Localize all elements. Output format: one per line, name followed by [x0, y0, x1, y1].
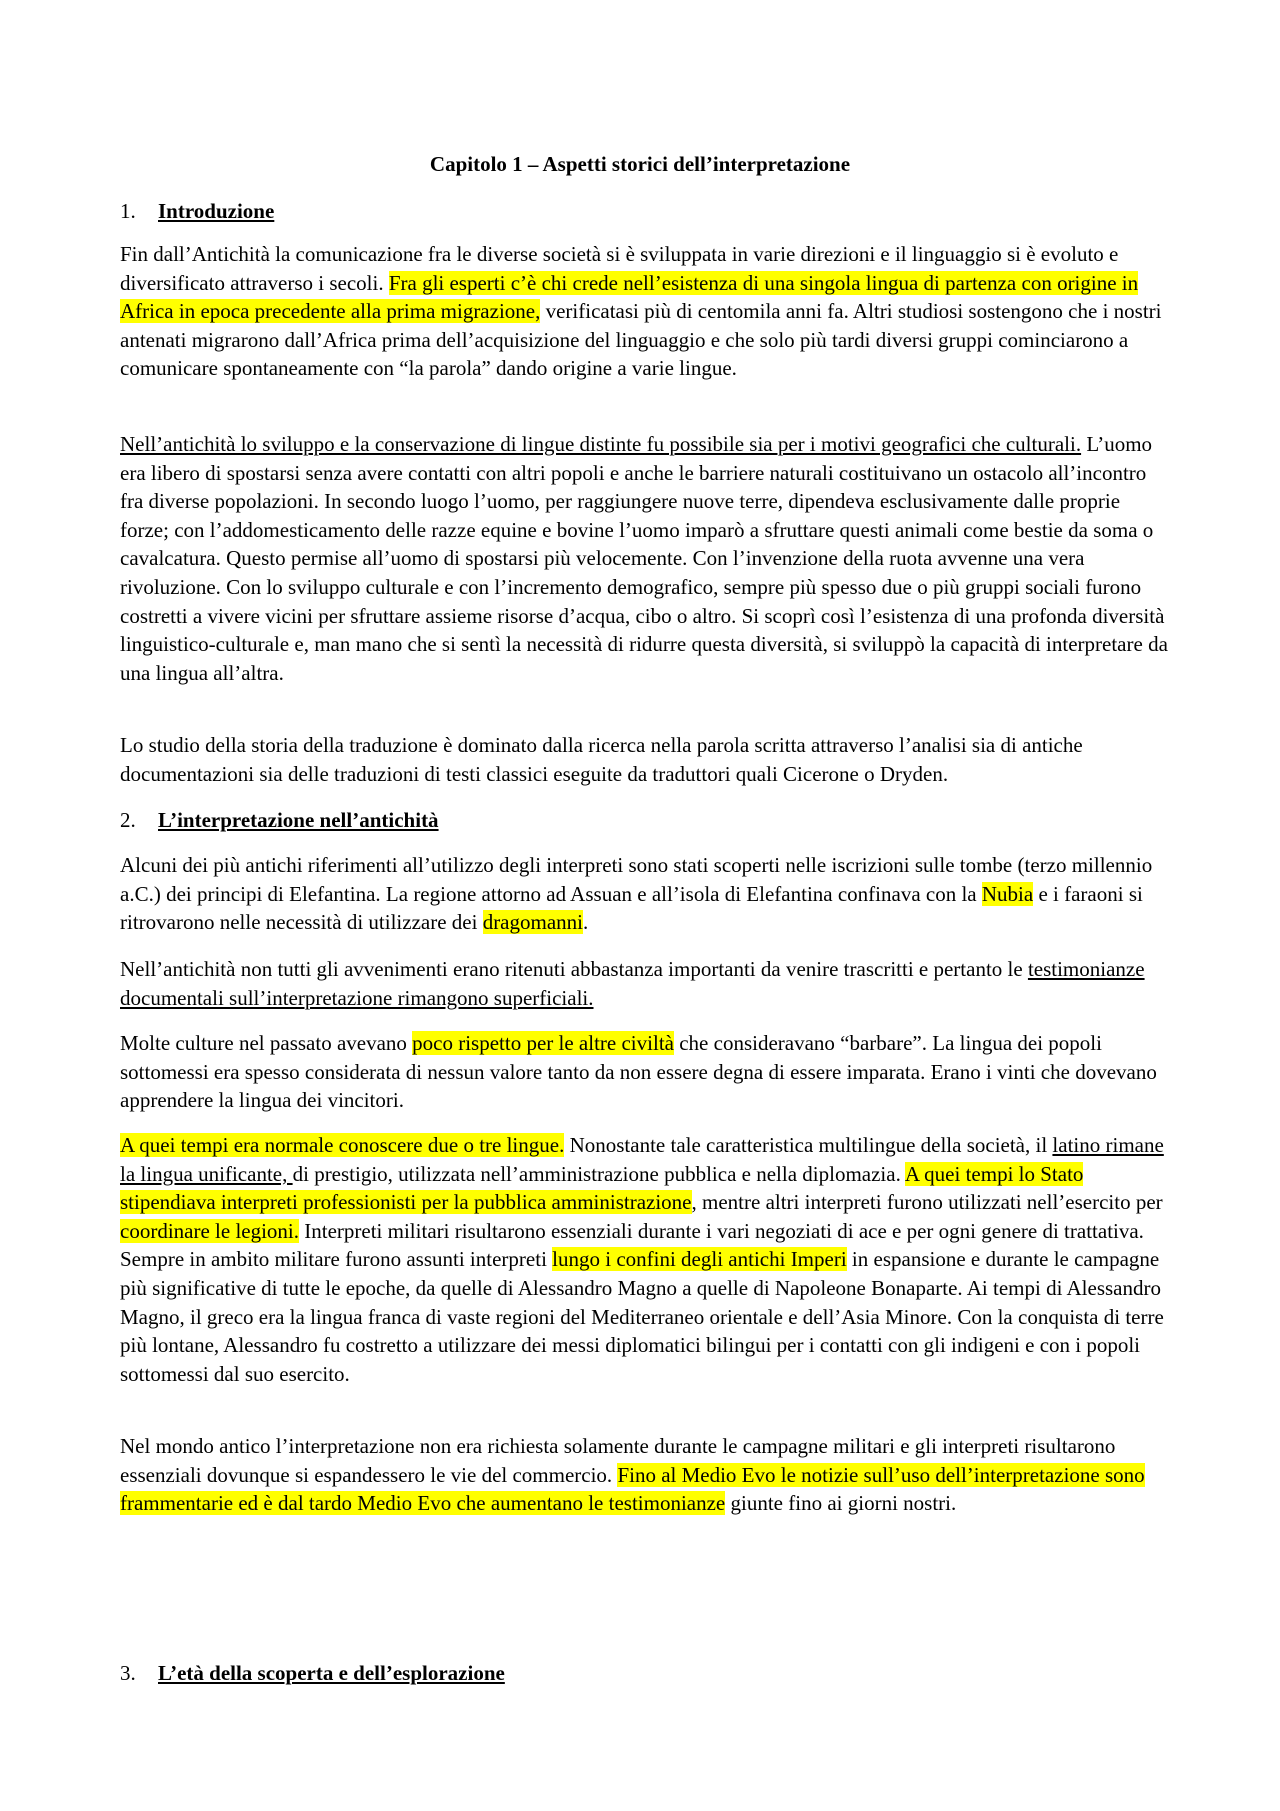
paragraph-intro — [120, 240, 1170, 383]
section-number: 2. — [120, 808, 136, 832]
text-run: Nonostante tale caratteristica multilingue della società, il — [564, 1133, 1053, 1157]
highlighted-text: dragomanni — [482, 910, 583, 935]
text-run: Interpreti militari risultarono essenziali durante i vari negoziati di ace e per ogni genere di trattativa. Sempre in ambito militare furono assunti interpreti — [120, 1218, 1144, 1272]
text-run: in espansione e durante le campagne più significative di tutte le epoche, da quelle di Alessandro Magno a quelle di Napoleone Bonaparte. Ai tempi di Alessandro Magno, il greco era la lingua franca di vaste regioni del Mediterraneo orientale e dell’Asia Minore. Con la conquista di terre più lontane, Alessandro fu costretto a utilizzare dei messi diplomatici bilingui per i contatti con gli indigeni e con i popoli sottomessi dal suo esercito. — [120, 1247, 1164, 1386]
text-run: . — [583, 910, 589, 935]
text-run: Molte culture nel passato avevano — [120, 1031, 413, 1055]
section-number: 1. — [120, 199, 136, 223]
text-run: di prestigio, utilizzata nell’amministrazione pubblica e nella diplomazia. — [292, 1161, 905, 1186]
paragraph-multilingue — [120, 1131, 1170, 1388]
highlighted-text: Fino al Medio Evo le notizie sull’uso dell’interpretazione sono frammentarie ed è dal tardo Medio Evo che aumentano le testimonianze — [120, 1462, 1145, 1516]
highlighted-text: A quei tempi lo Stato stipendiava interpreti professionisti per la pubblica amministrazione — [120, 1161, 1084, 1215]
paragraph-commercio — [120, 1432, 1170, 1518]
text-run: Fin dall’Antichità la comunicazione fra le diverse società si è sviluppata in varie direzioni e il linguaggio si è evoluto e diversificato attraverso i secoli. — [120, 242, 1119, 295]
text-run: Lo studio della storia della traduzione è dominato dalla ricerca nella parola scritta attraverso l’analisi sia di antiche documentazioni sia delle traduzioni di testi classici eseguite da traduttori quali Cicerone o Dryden. — [120, 733, 1083, 786]
text-run: verificatasi più di centomila anni fa. Altri studiosi sostengono che i nostri antenati migrarono dall’Africa prima dell’acquisizione del linguaggio e che solo più tardi diversi gruppi cominciarono a comunicare spontaneamente con “la parola” dando origine a varie lingue. — [120, 299, 1162, 381]
text-run: L’uomo era libero di spostarsi senza avere contatti con altri popoli e anche le barriere naturali costituivano un ostacolo all’incontro fra diverse popolazioni. In secondo luogo l’uomo, per raggiungere nuove terre, dipendeva esclusivamente dalle proprie forze; con l’addomesticamento delle razze equine e bovine l’uomo imparò a sfruttare questi animali come bestie da soma o cavalcatura. Questo permise all’uomo di spostarsi più velocemente. Con l’invenzione della ruota avvenne una vera rivoluzione. Con lo sviluppo culturale e con l’incremento demografico, sempre più spesso due o più gruppi sociali furono costretti a vivere vicini per sfruttare assieme risorse d’acqua, cibo o altro. Si scoprì così l’esistenza di una profonda diversità linguistico-culturale e, man mano che si sentì la necessità di ridurre questa diversità, si sviluppò la capacità di interpretare da una lingua all’altra. — [120, 432, 1168, 685]
text-run: Alcuni dei più antichi riferimenti all’utilizzo degli interpreti sono stati scoperti nelle iscrizioni sulle tombe (terzo millennio a.C.) dei principi di Elefantina. La regione attorno ad Assuan e all’isola di Elefantina confinava con la — [120, 853, 1153, 906]
paragraph-culture — [120, 1029, 1170, 1115]
section-heading-antichita — [120, 806, 439, 834]
highlighted-text: lungo i confini degli antichi Imperi — [552, 1247, 847, 1272]
text-run: Nell’antichità non tutti gli avvenimenti erano ritenuti abbastanza importanti da venire trascritti e pertanto le — [120, 957, 1028, 981]
text-run: giunte fino ai giorni nostri. — [725, 1491, 957, 1516]
paragraph-elefantina — [120, 851, 1170, 937]
text-run: Nel mondo antico l’interpretazione non era richiesta solamente durante le campagne militari e gli interpreti risultarono essenziali dovunque si espandessero le vie del commercio. — [120, 1434, 1116, 1487]
section-title: Introduzione — [158, 199, 275, 223]
section-heading-introduzione — [120, 197, 274, 225]
paragraph-testimonianze — [120, 955, 1170, 1012]
section-heading-scoperta — [120, 1659, 505, 1687]
text-run: , mentre altri interpreti furono utilizzati nell’esercito per — [691, 1190, 1163, 1215]
text-run: e i faraoni si ritrovarono nelle necessità di utilizzare dei — [120, 881, 1143, 935]
text-run: che consideravano “barbare”. La lingua dei popoli sottomessi era spesso considerata di nessun valore tanto da non essere degna di essere imparata. Erano i vinti che dovevano apprendere la lingua dei vincitori. — [120, 1031, 1157, 1113]
paragraph-storia-traduzione — [120, 731, 1170, 788]
highlighted-text: Nubia — [981, 881, 1034, 906]
underlined-text: latino rimane la lingua unificante, — [120, 1133, 1164, 1186]
section-number: 3. — [120, 1661, 136, 1685]
chapter-title: Capitolo 1 – Aspetti storici dell’interpretazione — [429, 152, 851, 176]
section-title: L’età della scoperta e dell’esplorazione — [158, 1661, 505, 1685]
underlined-text: Nell’antichità lo sviluppo e la conservazione di lingue distinte fu possibile sia per i motivi geografici che culturali. — [120, 432, 1082, 456]
section-title: L’interpretazione nell’antichità — [158, 808, 439, 832]
highlighted-text: coordinare le legioni. — [120, 1218, 300, 1243]
highlighted-text: A quei tempi era normale conoscere due o tre lingue. — [120, 1133, 565, 1157]
paragraph-antichita-sviluppo — [120, 430, 1170, 687]
highlighted-text: poco rispetto per le altre civiltà — [412, 1031, 674, 1055]
highlighted-text: Fra gli esperti c’è chi crede nell’esistenza di una singola lingua di partenza con origine in Africa in epoca precedente alla prima migrazione, — [120, 270, 1139, 324]
underlined-text: testimonianze documentali sull’interpretazione rimangono superficiali. — [120, 957, 1145, 1010]
